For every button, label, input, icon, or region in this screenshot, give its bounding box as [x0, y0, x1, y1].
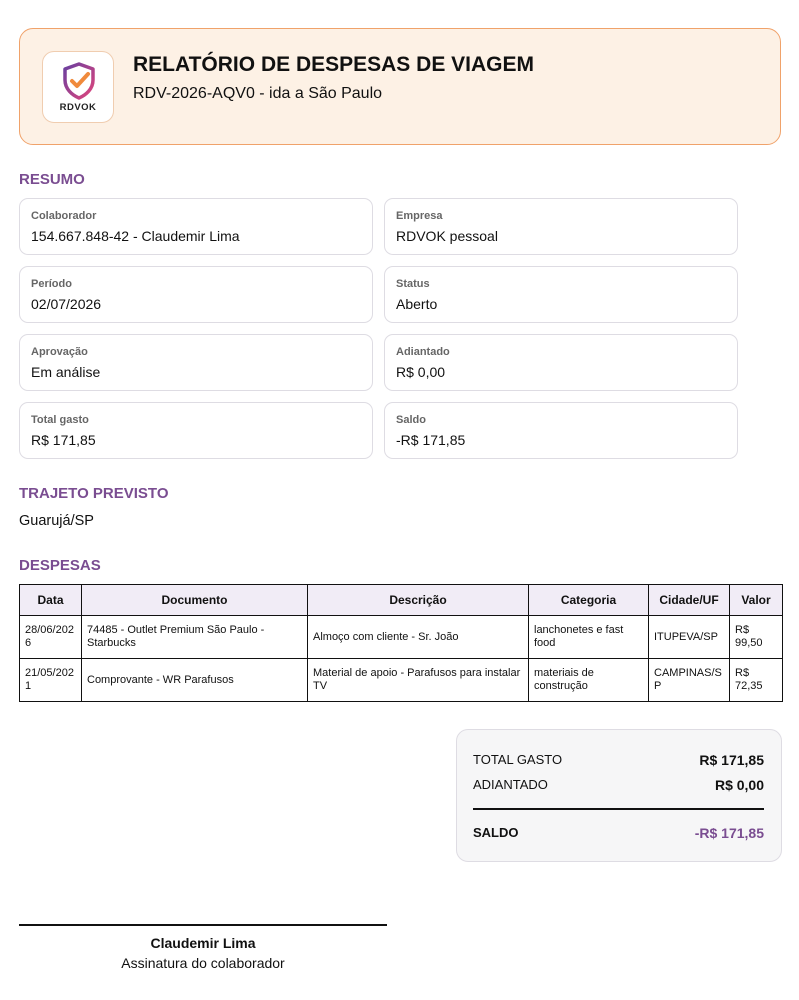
- cell-valor: R$ 99,50: [730, 616, 783, 659]
- field-label: Aprovação: [31, 346, 88, 358]
- cell-data: 28/06/2026: [20, 616, 82, 659]
- table-header-row: [20, 585, 783, 616]
- cell-descricao: Material de apoio - Parafusos para instalar TV: [308, 659, 529, 702]
- field-value: RDVOK pessoal: [396, 228, 498, 244]
- summary-card-saldo: [384, 402, 738, 459]
- advance-label: ADIANTADO: [473, 777, 548, 792]
- field-value: -R$ 171,85: [396, 432, 466, 448]
- cell-cidade-uf: CAMPINAS/SP: [649, 659, 730, 702]
- column-header-valor: Valor: [730, 585, 783, 616]
- field-label: Colaborador: [31, 210, 97, 222]
- signature-name: Claudemir Lima: [150, 935, 256, 951]
- cell-cidade-uf: ITUPEVA/SP: [649, 616, 730, 659]
- column-header-data: Data: [20, 585, 82, 616]
- cell-categoria: materiais de construção: [529, 659, 649, 702]
- report-title: RELATÓRIO DE DESPESAS DE VIAGEM: [133, 53, 534, 76]
- cell-valor: R$ 72,35: [730, 659, 783, 702]
- balance-label: SALDO: [473, 825, 519, 840]
- field-value: 154.667.848-42 - Claudemir Lima: [31, 228, 240, 244]
- cell-categoria: lanchonetes e fast food: [529, 616, 649, 659]
- field-label: Status: [396, 278, 430, 290]
- field-value: 02/07/2026: [31, 296, 102, 312]
- field-value: R$ 0,00: [396, 364, 446, 380]
- total-spent-label: TOTAL GASTO: [473, 752, 563, 767]
- field-value: R$ 171,85: [31, 432, 96, 448]
- route-title: TRAJETO PREVISTO: [19, 485, 169, 502]
- column-header-cidade-uf: Cidade/UF: [649, 585, 730, 616]
- field-label: Saldo: [396, 414, 426, 426]
- balance-value: -R$ 171,85: [694, 825, 764, 841]
- signature-role: Assinatura do colaborador: [121, 955, 285, 971]
- summary-card-aprovacao: [19, 334, 373, 391]
- column-header-descricao: Descrição: [308, 585, 529, 616]
- column-header-categoria: Categoria: [529, 585, 649, 616]
- cell-descricao: Almoço com cliente - Sr. João: [308, 616, 529, 659]
- field-value: Aberto: [396, 296, 438, 312]
- column-header-documento: Documento: [82, 585, 308, 616]
- table-row: [20, 616, 783, 659]
- summary-card-empresa: [384, 198, 738, 255]
- signature-line: [19, 924, 387, 926]
- cell-documento: Comprovante - WR Parafusos: [82, 659, 308, 702]
- logo-text: RDVOK: [59, 102, 97, 113]
- cell-documento: 74485 - Outlet Premium São Paulo - Starbucks: [82, 616, 308, 659]
- advance-value: R$ 0,00: [714, 777, 764, 793]
- expenses-title: DESPESAS: [19, 557, 101, 574]
- field-label: Período: [31, 278, 72, 290]
- report-header: [19, 28, 781, 145]
- totals-divider: [473, 808, 764, 810]
- field-label: Adiantado: [396, 346, 450, 358]
- route-value: Guarujá/SP: [19, 513, 94, 529]
- summary-card-total-gasto: [19, 402, 373, 459]
- field-label: Total gasto: [31, 414, 89, 426]
- totals-box: [456, 729, 782, 862]
- summary-card-adiantado: [384, 334, 738, 391]
- summary-title: RESUMO: [19, 171, 85, 188]
- summary-card-periodo: [19, 266, 373, 323]
- table-row: [20, 659, 783, 702]
- expenses-table: [19, 584, 783, 702]
- cell-data: 21/05/2021: [20, 659, 82, 702]
- field-value: Em análise: [31, 364, 101, 380]
- shield-check-icon: [59, 61, 99, 101]
- report-subtitle: RDV-2026-AQV0 - ida a São Paulo: [133, 85, 383, 102]
- company-logo: [42, 51, 114, 123]
- summary-card-colaborador: [19, 198, 373, 255]
- total-spent-value: R$ 171,85: [699, 752, 764, 768]
- field-label: Empresa: [396, 210, 443, 222]
- summary-card-status: [384, 266, 738, 323]
